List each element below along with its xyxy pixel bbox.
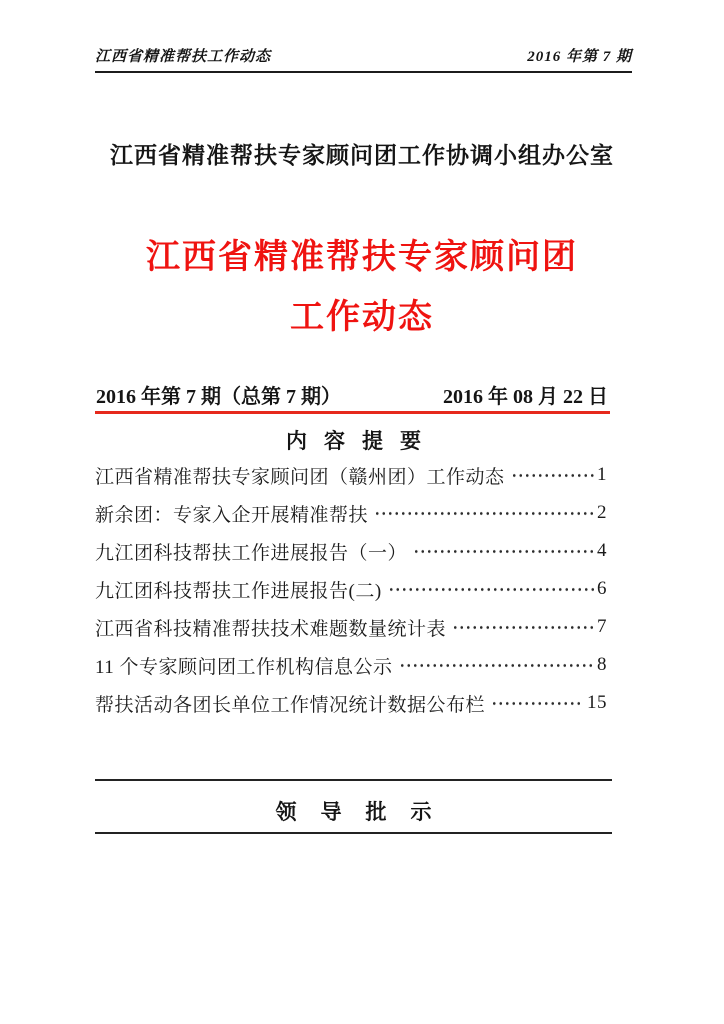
- toc-leader-dots: [374, 494, 594, 532]
- toc-leader-dots: [491, 684, 584, 722]
- toc-leader-dots: [399, 646, 594, 684]
- toc-item-title: 九江团科技帮扶工作进展报告(二): [95, 580, 382, 602]
- toc-item: [95, 646, 607, 684]
- toc-item: [95, 494, 607, 532]
- toc-item: [95, 532, 607, 570]
- toc-item-page: 15: [587, 692, 607, 713]
- table-of-contents: [95, 456, 607, 722]
- toc-leader-dots: [388, 570, 594, 608]
- toc-item-page: 1: [597, 464, 607, 485]
- issue-number-label: 2016 年第 7 期（总第 7 期）: [96, 386, 341, 408]
- masthead-title-line1: 江西省精准帮扶专家顾问团: [146, 239, 578, 276]
- toc-item: [95, 456, 607, 494]
- toc-item: [95, 570, 607, 608]
- contents-heading: 内容提要: [286, 430, 438, 453]
- issue-date-label: 2016 年 08 月 22 日: [443, 386, 608, 408]
- issue-date-row: [96, 380, 608, 409]
- toc-item: [95, 684, 607, 722]
- issuing-office-title: 江西省精准帮扶专家顾问团工作协调小组办公室: [110, 142, 614, 168]
- toc-item-title: 帮扶活动各团长单位工作情况统计数据公布栏: [95, 694, 486, 716]
- toc-item-title: 江西省精准帮扶专家顾问团（赣州团）工作动态: [95, 466, 505, 488]
- toc-item-title: 江西省科技精准帮扶技术难题数量统计表: [95, 618, 447, 640]
- leader-section-bottom-rule: [95, 832, 612, 834]
- toc-item-title: 九江团科技帮扶工作进展报告（一）: [95, 542, 408, 564]
- toc-leader-dots: [511, 456, 594, 494]
- page-header: [95, 45, 632, 73]
- toc-item: [95, 608, 607, 646]
- toc-item-page: 4: [597, 540, 607, 561]
- leader-comments-heading: 领导批示: [275, 800, 456, 824]
- toc-item-page: 8: [597, 654, 607, 675]
- toc-leader-dots: [452, 608, 594, 646]
- masthead-title: [0, 228, 724, 348]
- toc-leader-dots: [413, 532, 594, 570]
- red-divider-line: [95, 411, 610, 414]
- header-issue-number: 2016 年第 7 期: [527, 49, 632, 65]
- toc-item-page: 7: [597, 616, 607, 637]
- toc-item-page: 2: [597, 502, 607, 523]
- masthead-title-line2: 工作动态: [290, 299, 434, 336]
- leader-section-top-rule: [95, 779, 612, 781]
- header-publication-title: 江西省精准帮扶工作动态: [95, 49, 272, 65]
- toc-item-title: 11 个专家顾问团工作机构信息公示: [95, 656, 393, 678]
- toc-item-title: 新余团：专家入企开展精准帮扶: [95, 504, 369, 526]
- toc-item-page: 6: [597, 578, 607, 599]
